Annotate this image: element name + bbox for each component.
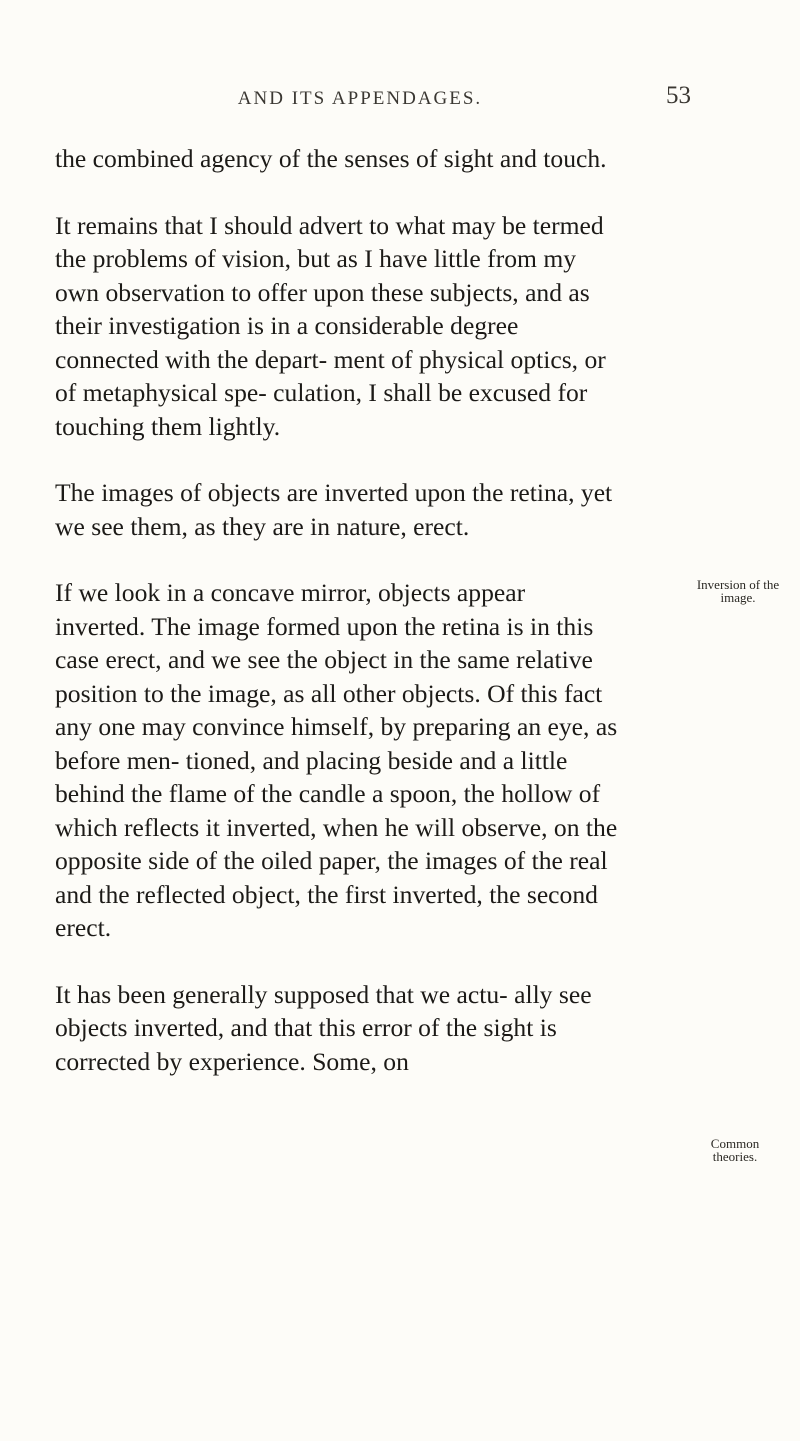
margin-note-common-theories: Common theories. bbox=[710, 1136, 760, 1164]
page-header bbox=[0, 82, 800, 118]
paragraph: It remains that I should advert to what may be termed the problems of vision, but as I have little from my own observation to offer upon these subjects, and as their investigation is in a considerable degree connected with the depart- ment of physical optics, or of metaphysical spe- culation, I shall be excused for touching them lightly. bbox=[55, 210, 606, 441]
paragraph: If we look in a concave mirror, objects appear inverted. The image formed upon the retina is in this case erect, and we see the object in the same relative position to the image, as all other objects. Of this fact any one may convince himself, by preparing an eye, as before men- tioned, and placing beside and a little behind the flame of the candle a spoon, the hollow of which reflects it inverted, when he will observe, on the opposite side of the oiled paper, the images of the real and the reflected object, the first inverted, the second erect. bbox=[55, 578, 618, 942]
page-number: 53 bbox=[666, 82, 691, 109]
running-head: AND ITS APPENDAGES. bbox=[237, 88, 483, 109]
paragraph: the combined agency of the senses of sight and touch. bbox=[55, 144, 607, 173]
margin-note-inversion: Inversion of the image. bbox=[696, 577, 780, 605]
body-text bbox=[55, 142, 620, 1111]
paragraph: The images of objects are inverted upon the retina, yet we see them, as they are in nature, erect. bbox=[55, 478, 613, 541]
paragraph: It has been generally supposed that we actu- ally see objects inverted, and that this error of the sight is corrected by experience. Some, on bbox=[55, 979, 592, 1076]
